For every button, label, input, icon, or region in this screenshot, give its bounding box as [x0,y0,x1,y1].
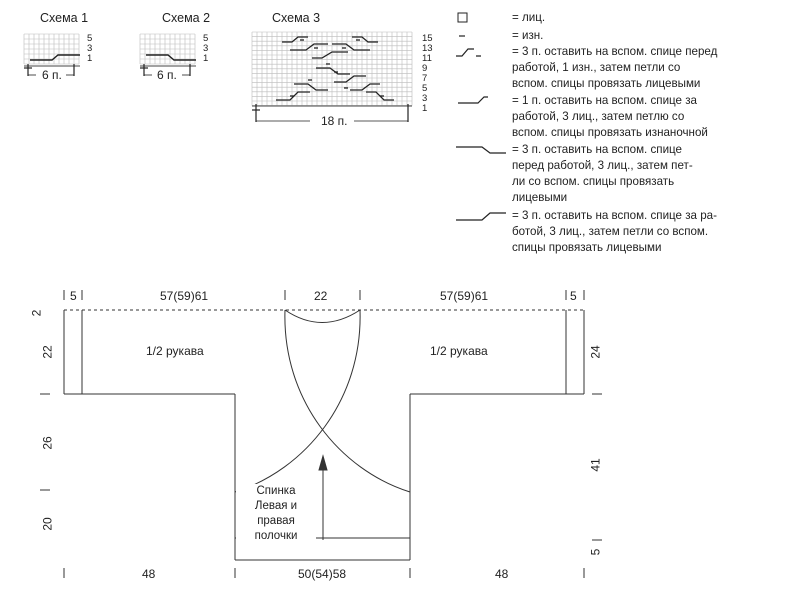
dim-top-neck: 22 [314,289,328,303]
legend-text-cross-3-3-back: = 3 п. оставить на вспом. спице за ра- ботой, 3 лиц., затем петли со вспом. спицы провязать лицевыми [512,209,717,254]
sleeve-label-right: 1/2 рукава [430,344,488,358]
dim-right-41: 41 [588,458,603,472]
dimension-ticks [40,290,602,578]
legend-text-cross-1-3-back: = 1 п. оставить на вспом. спице за работой, 3 лиц., затем петлю со вспом. спицы провязать изнаночной [512,94,708,139]
row-label: 11 [422,53,432,64]
row-label: 1 [87,53,93,64]
scheme-2-title: Схема 2 [162,11,211,25]
dim-left-20: 20 [40,517,55,531]
row-label: 15 [422,33,433,44]
dim-top-sleeve-left: 57(59)61 [160,289,209,303]
dim-left-26: 26 [40,436,55,450]
row-label: 9 [422,63,428,74]
row-label: 13 [422,43,433,54]
left-front-edge [285,310,410,492]
row-label: 3 [203,43,209,54]
row-label: 3 [422,93,428,104]
dim-left-22: 22 [40,345,55,359]
row-label: 1 [203,53,209,64]
dim-right-5: 5 [588,548,603,556]
garment-outline [64,310,584,560]
dim-bottom-left: 48 [142,567,156,581]
back-neck-curve [285,310,360,323]
row-label: 5 [203,33,209,44]
row-label: 3 [87,43,93,54]
legend-text-cross-3-3-front: = 3 п. оставить на вспом. спице перед работой, 3 лиц., затем пет- ли со вспом. спицы провязать лицевыми [512,143,693,204]
row-label: 1 [422,103,428,114]
scheme-2-width-label: 6 п. [157,68,177,82]
dim-bottom-right: 48 [495,567,509,581]
legend-text-cross-3-1-front: = 3 п. оставить на вспом. спице перед работой, 1 изн., затем петли со вспом. спицы провязать лицевыми [512,45,718,90]
scheme-3-title: Схема 3 [272,11,321,25]
row-label: 5 [87,33,93,44]
dim-top-sleeve-right: 57(59)61 [440,289,489,303]
row-label: 5 [422,83,428,94]
row-label: 7 [422,73,428,84]
direction-arrow-head [319,456,327,470]
scheme-1-title: Схема 1 [40,11,89,25]
right-front-edge [235,310,360,492]
sleeve-label-left: 1/2 рукава [146,344,204,358]
dim-top-cuff-left: 5 [70,289,77,303]
dim-right-24: 24 [588,345,603,359]
scheme-1-width-label: 6 п. [42,68,62,82]
dim-bottom-center: 50(54)58 [298,567,347,581]
dim-top-cuff-right: 5 [570,289,577,303]
body-label: Спинка Левая и правая полочки [236,484,316,544]
legend-text-knit: = лиц. [512,11,546,24]
dim-left-2: 2 [29,309,44,317]
scheme-3-width-label: 18 п. [321,114,348,128]
legend-text-purl: = изн. [512,29,544,42]
